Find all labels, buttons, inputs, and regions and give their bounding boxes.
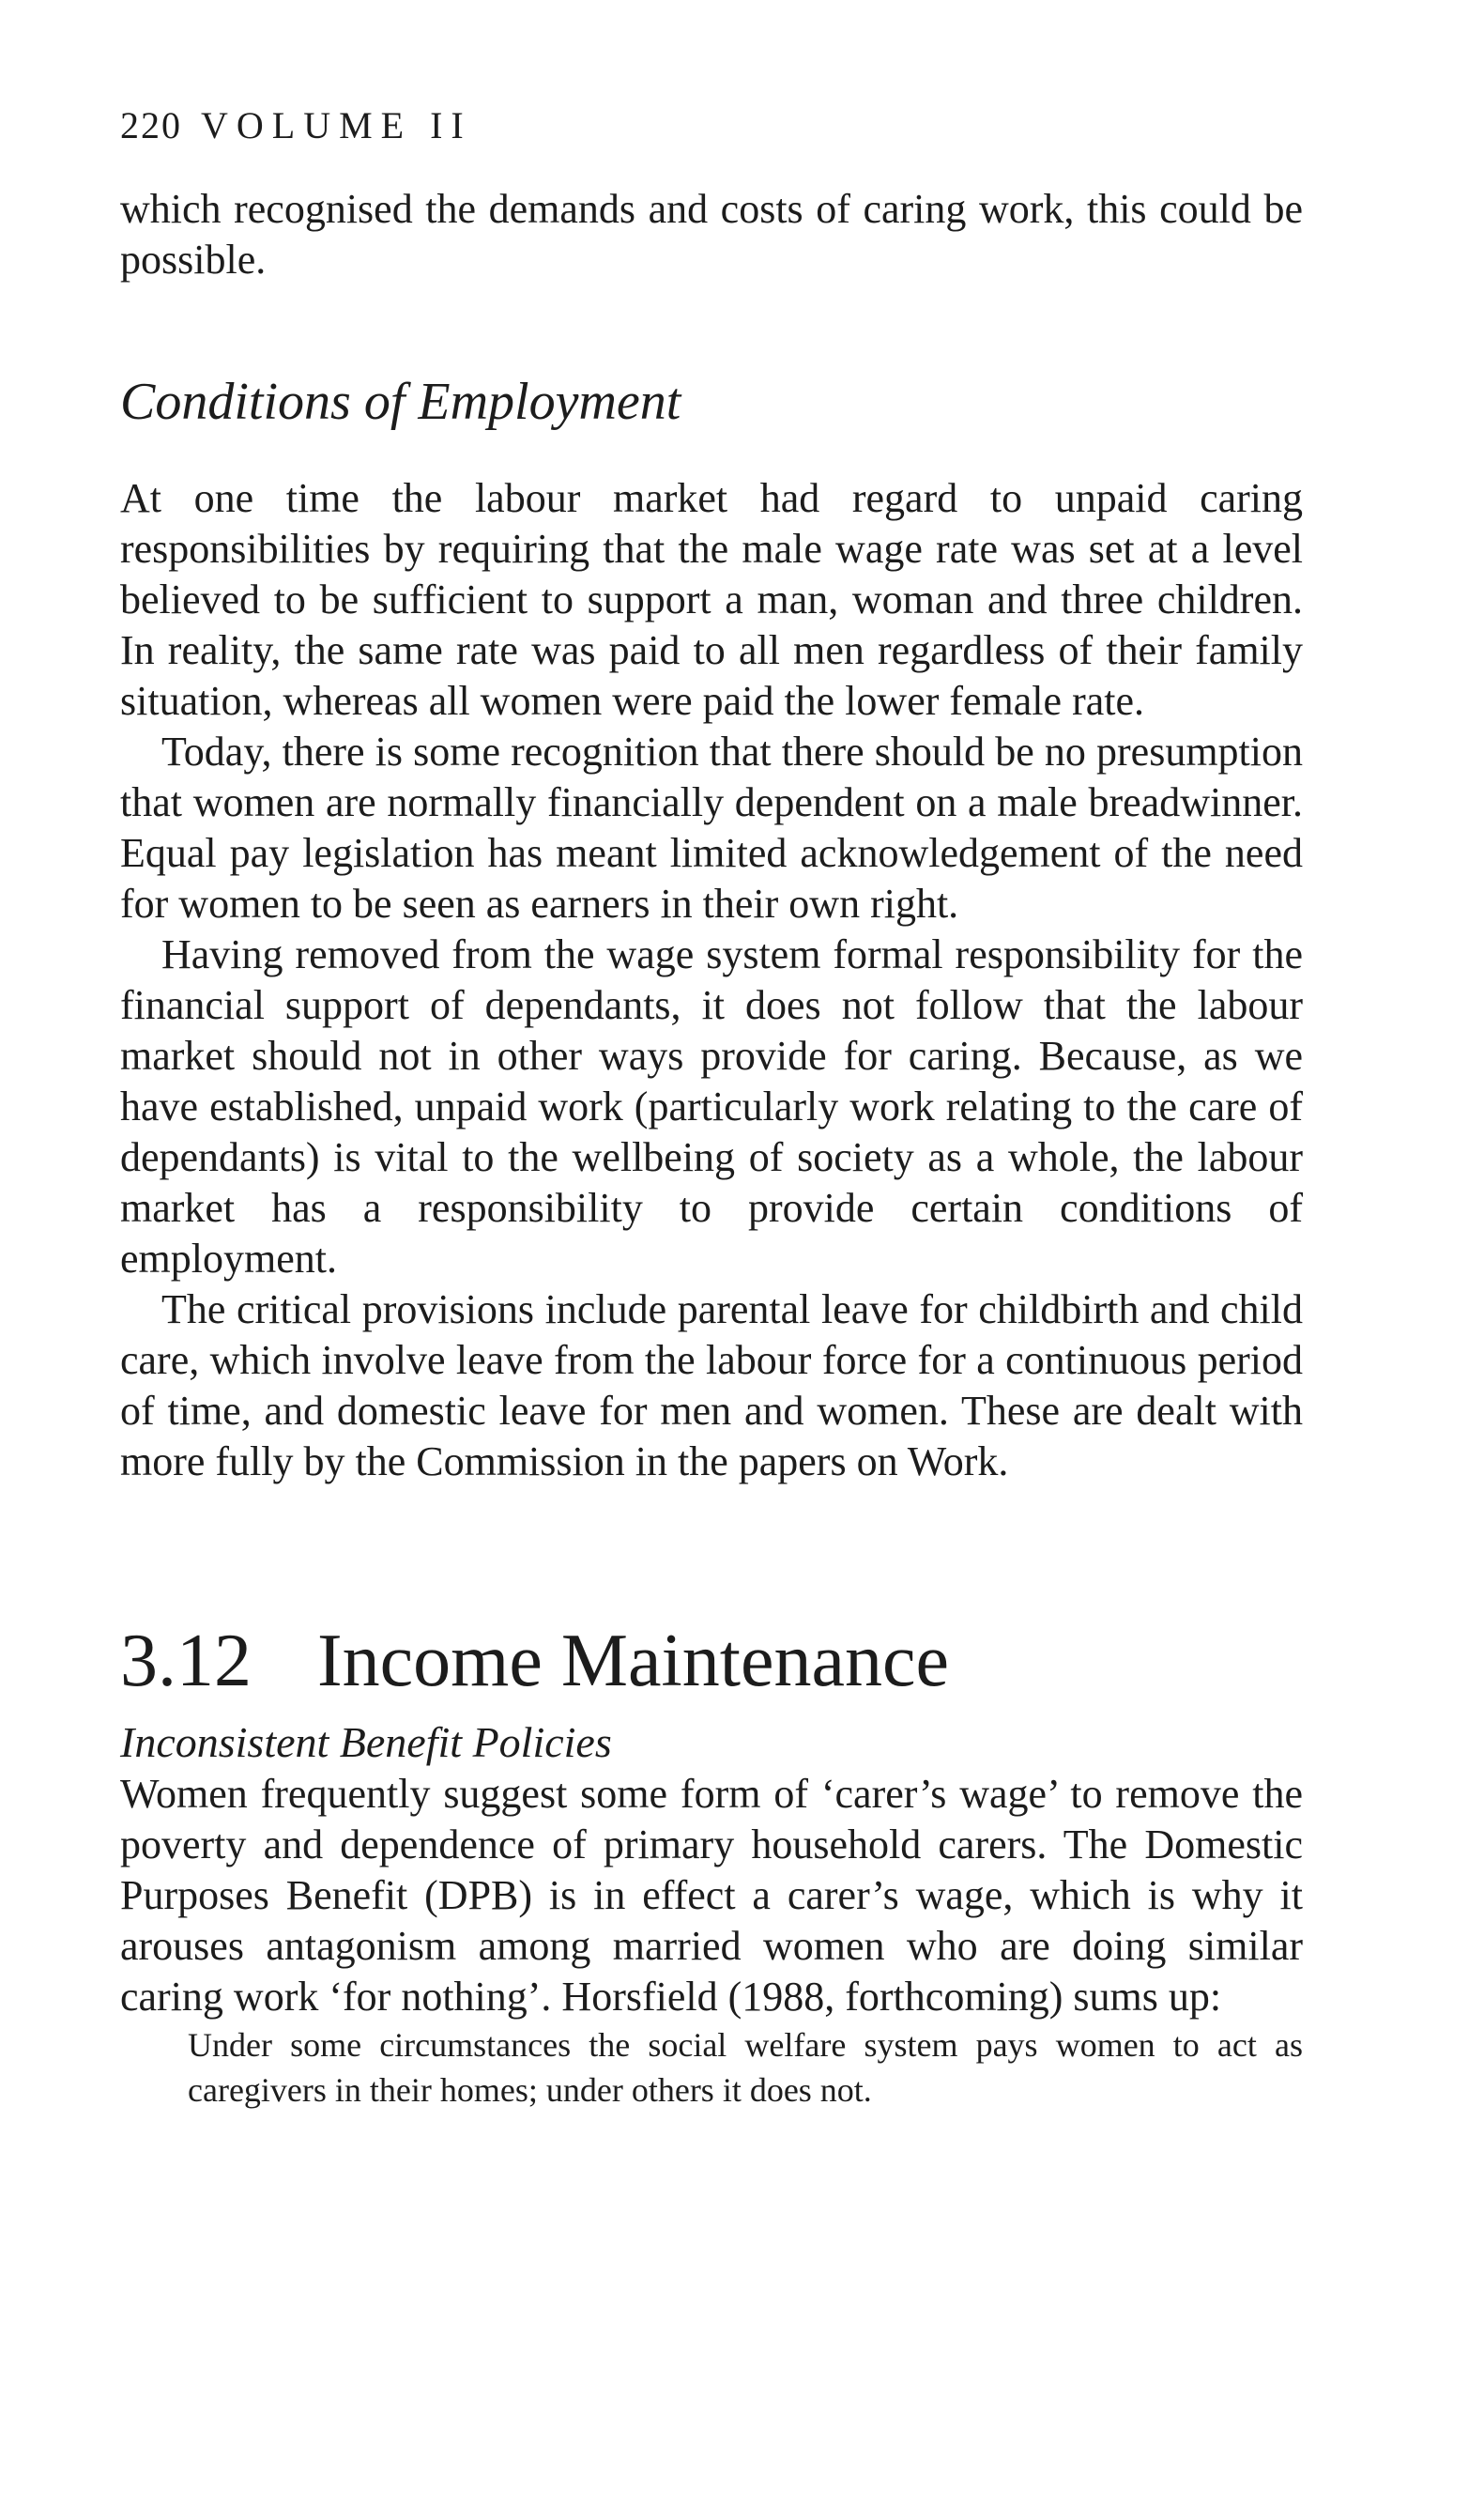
- subheading-conditions-of-employment: Conditions of Employment: [120, 373, 681, 431]
- subheading-inconsistent-benefit-policies: Inconsistent Benefit Policies: [120, 1718, 612, 1766]
- paragraph-labour-market: At one time the labour market had regard to unpaid caring responsibilities by requiring that the male wage rate was set at a level believed to be sufficient to support a man, woman and three children. In reality, the same rate was paid to all men regardless of their family situation, whereas all women were paid the lower female rate.: [120, 475, 1303, 724]
- paragraph-wage-system: Having removed from the wage system formal responsibility for the financial support of dependants, it does not follow that the labour market should not in other ways provide for caring. Because, as we have established, unpaid work (particularly work relating to the care of dependants) is vital to the wellbeing of society as a whole, the labour market has a responsibility to provide certain conditions of employment.: [120, 931, 1303, 1282]
- paragraph-continuation: which recognised the demands and costs of caring work, this could be possible.: [120, 186, 1303, 283]
- block-quote: Under some circumstances the social welfare system pays women to act as caregivers in their homes; under others it does not.: [188, 2026, 1303, 2109]
- paragraph-critical-provisions: The critical provisions include parental leave for childbirth and child care, which involve leave from the labour force for a continuous period of time, and domestic leave for men and women. These are dealt with more fully by the Commission in the papers on Work.: [120, 1286, 1303, 1484]
- paragraph-carers-wage: Women frequently suggest some form of ‘carer’s wage’ to remove the poverty and dependence of primary household carers. The Domestic Purposes Benefit (DPB) is in effect a carer’s wage, which is why it arouses antagonism among married women who are doing similar caring work ‘for nothing’. Horsfield (1988, forthcoming) sums up:: [120, 1771, 1303, 2020]
- section-title: Income Maintenance: [317, 1620, 950, 1702]
- running-head: [120, 103, 472, 147]
- page-body: [120, 184, 1303, 2113]
- paragraph-today: Today, there is some recognition that there should be no presumption that women are normally financially dependent on a male breadwinner. Equal pay legislation has meant limited acknowledgement of the need for women to be seen as earners in their own right.: [120, 729, 1303, 927]
- page-number: 220: [120, 104, 182, 146]
- volume-label: VOLUME II: [201, 104, 472, 146]
- section-heading: [120, 1619, 1303, 1703]
- section-number: 3.12: [120, 1620, 252, 1702]
